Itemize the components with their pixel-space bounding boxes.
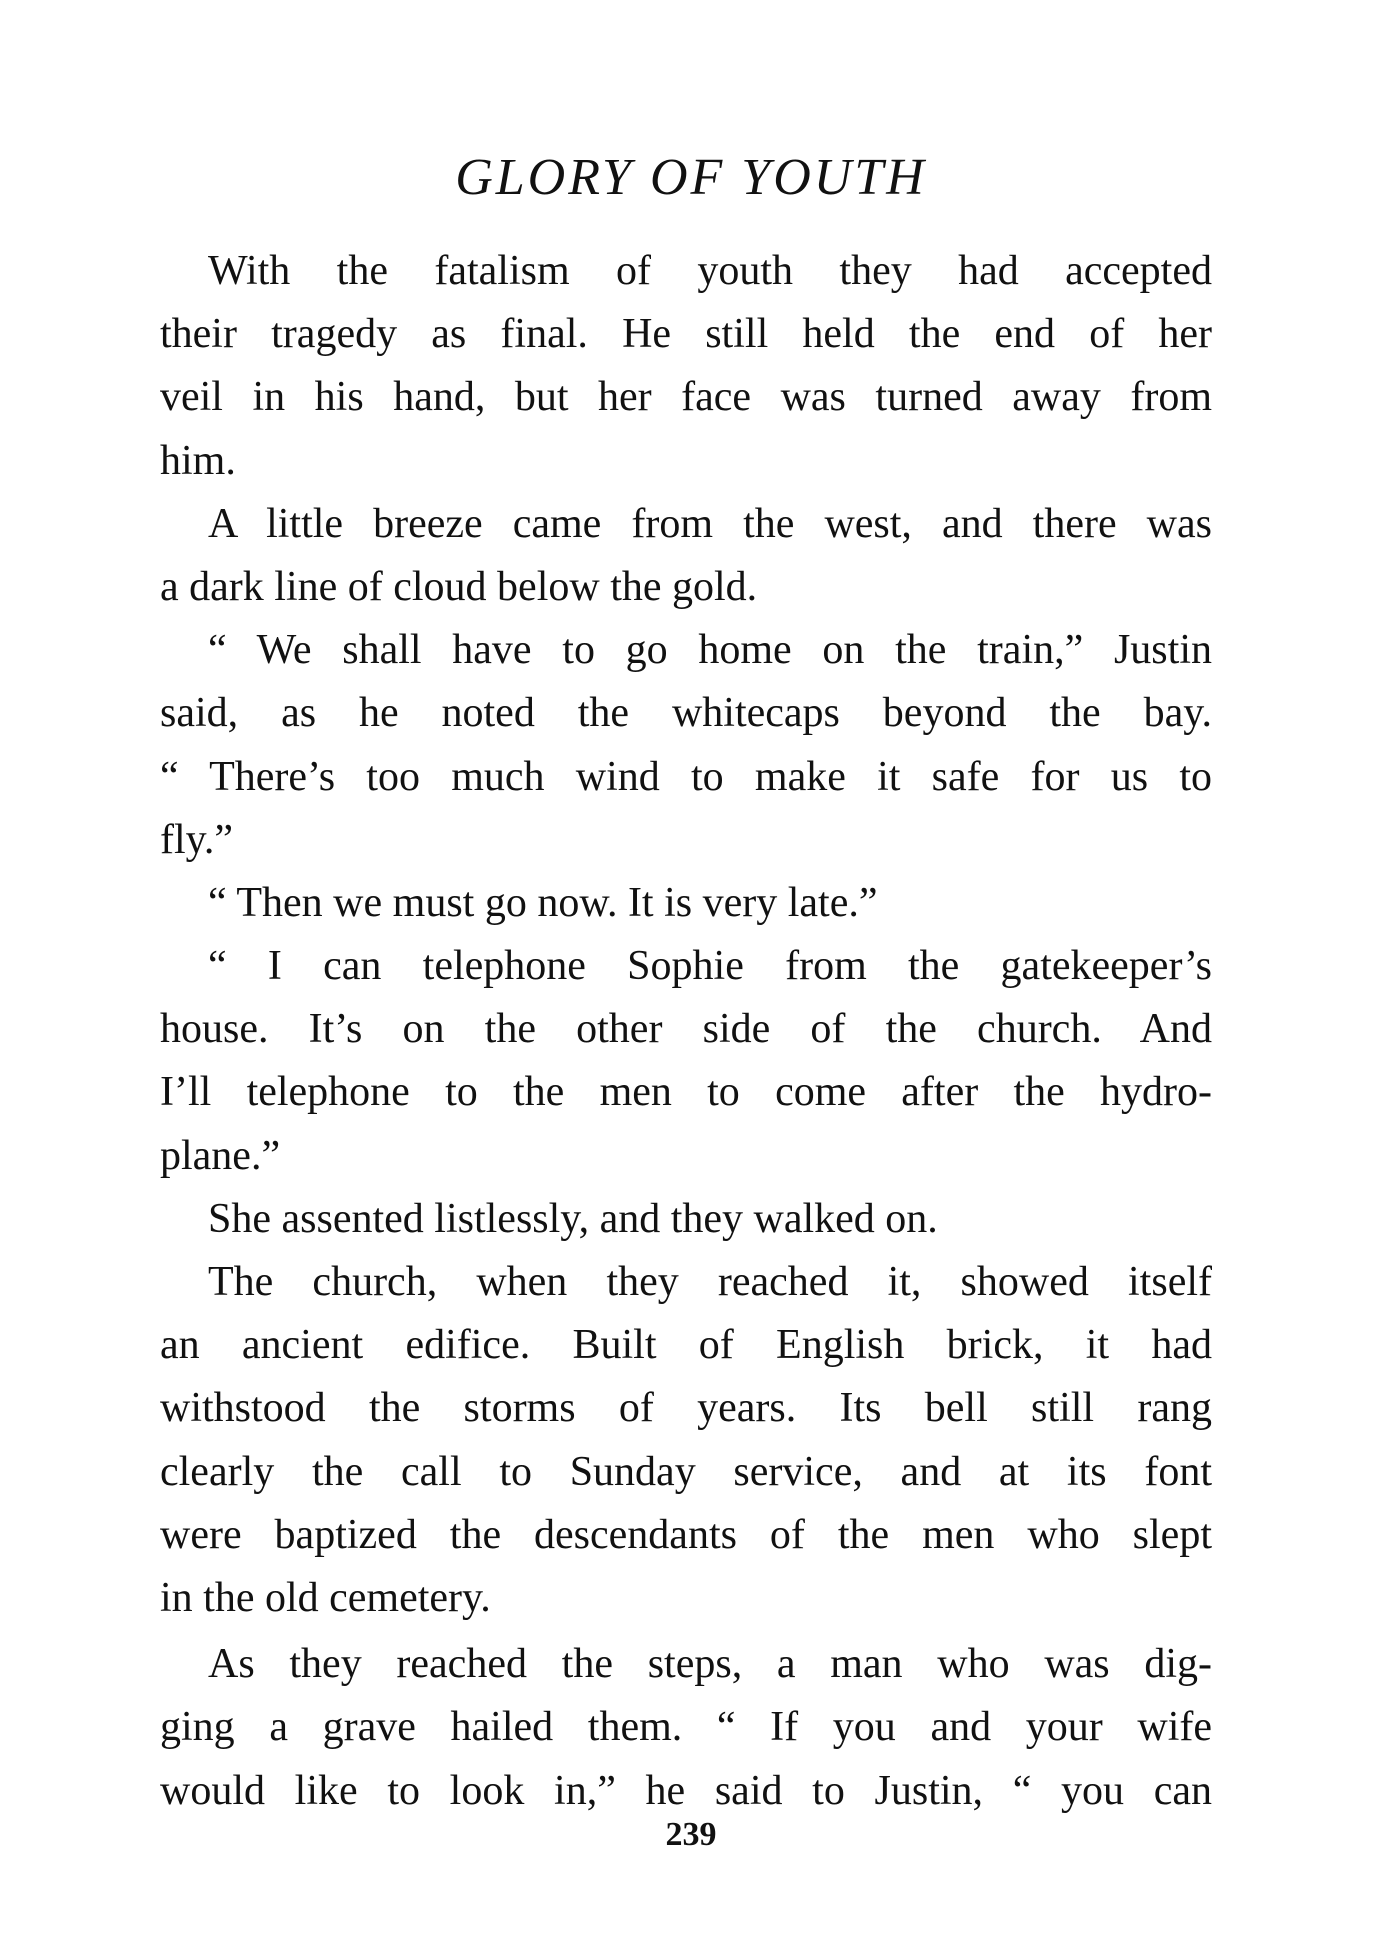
text-line: were baptized the descendants of the men who slept	[160, 1511, 1212, 1558]
text-line: in the old cemetery.	[160, 1574, 491, 1621]
text-line: withstood the storms of years. Its bell still rang	[160, 1385, 1212, 1432]
running-head: GLORY OF YOUTH	[455, 149, 927, 206]
text-line: an ancient edifice. Built of English brick, it had	[160, 1322, 1212, 1369]
page-number: 239	[665, 1816, 717, 1853]
text-line: As they reached the steps, a man who was dig-	[208, 1641, 1212, 1688]
text-line: A little breeze came from the west, and there was	[208, 500, 1212, 547]
text-line: ging a grave hailed them. “ If you and your wife	[160, 1704, 1212, 1751]
text-line: “ Then we must go now. It is very late.”	[208, 879, 878, 926]
text-line: their tragedy as final. He still held the end of her	[160, 311, 1212, 358]
text-line: would like to look in,” he said to Justin, “ you can	[160, 1767, 1212, 1814]
text-line: a dark line of cloud below the gold.	[160, 563, 758, 610]
text-line: him.	[160, 437, 236, 484]
text-line: I’ll telephone to the men to come after the hydro-	[160, 1069, 1212, 1116]
text-line: With the fatalism of youth they had accepted	[208, 248, 1212, 294]
text-line: plane.”	[160, 1132, 281, 1179]
text-line: fly.”	[160, 816, 234, 863]
text-line: “ We shall have to go home on the train,” Justin	[208, 627, 1212, 674]
text-line: “ I can telephone Sophie from the gatekeeper’s	[208, 943, 1212, 990]
text-line: She assented listlessly, and they walked on.	[208, 1195, 938, 1242]
text-line: The church, when they reached it, showed itself	[208, 1259, 1212, 1305]
text-line: clearly the call to Sunday service, and at its font	[160, 1448, 1212, 1495]
text-line: house. It’s on the other side of the church. And	[160, 1006, 1212, 1053]
text-line: veil in his hand, but her face was turned away from	[160, 374, 1212, 421]
text-line: “ There’s too much wind to make it safe for us to	[160, 753, 1212, 800]
body-text	[160, 240, 1212, 1823]
text-line: said, as he noted the whitecaps beyond the bay.	[160, 690, 1212, 737]
